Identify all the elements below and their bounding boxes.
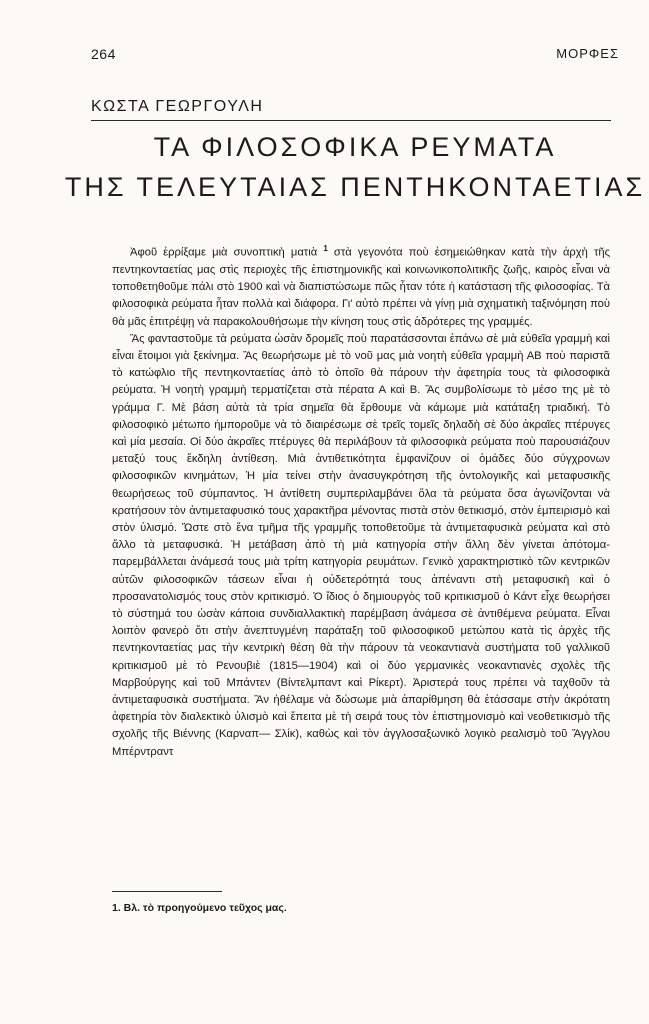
- paragraph-1: [112, 240, 610, 331]
- footnote-rule: [112, 891, 222, 892]
- article-body: [112, 240, 610, 761]
- paragraph-1-rest: στὰ γεγονότα ποὺ ἐσημειώθηκαν κατὰ τὴν ἀρχὴ τῆς πεντηκονταετίας μας στὶς περιοχὲς τῆς ἐπιστημονικῆς καὶ κοινωνικοπολιτικῆς ζωῆς, καιρὸς εἶναι νὰ τοποθετηθοῦμε πάλι στὸ 1900 καὶ νὰ διαπιστώσωμε πῶς ἦταν τότε ἡ κατάσταση τῆς φιλοσοφίας. Τὰ φιλοσοφικὰ ρεύματα ἦταν πολλὰ καὶ διάφορα. Γι' αὐτὸ πρέπει νὰ γίνῃ μιὰ σχηματικὴ ταξινόμηση ποὺ θὰ μᾶς ἐπιτρέψῃ νὰ παρακολουθήσωμε τὴν κίνηση τους στὶς ἁδρότερες της γραμμές.: [112, 246, 611, 328]
- running-header: ΜΟΡΦΕΣ: [556, 46, 619, 61]
- author-name: ΚΩΣΤΑ ΓΕΩΡΓΟΥΛΗ: [91, 98, 264, 115]
- paragraph-2: Ἂς φανταστοῦμε τὰ ρεύματα ὡσὰν δρομεῖς ποὺ παρατάσσονται ἐπάνω σὲ μιὰ εὐθεῖα γραμμὴ καὶ εἶναι ἕτοιμοι γιὰ ξεκίνημα. Ἂς θεωρήσωμε μὲ τὸ νοῦ μας μιὰ νοητὴ εὐθεῖα γραμμὴ ΑΒ ποὺ παριστᾶ τὸ κατώφλιο τῆς πεντηκονταετίας ἀπὸ τὸ ὁποῖο θὰ πάρουν τὴν ἀφετηρία τους τὰ φιλοσοφικὰ ρεύματα. Ἡ νοητὴ γραμμὴ τερματίζεται στὰ πέρατα Α καὶ Β. Ἂς συμβολίσωμε τὸ μέσο της μὲ τὸ γράμμα Γ. Μὲ βάση αὐτὰ τὰ τρία σημεῖα θὰ ἔρθουμε νὰ κάμωμε μιὰ κατάταξη τριαδική. Τὸ φιλοσοφικὸ μέτωπο ἠμποροῦμε νὰ τὸ διαιρέσωμε σὲ τρεῖς τομεῖς δηλαδὴ σὲ δύο ἀκραῖες πτέρυγες καὶ μία μεσαία. Οἱ δύο ἀκραῖες πτέρυγες θὰ περιλάβουν τὰ φιλοσοφικὰ ρεύματα ποὺ παρουσιάζουν μεταξύ τους ἔκδηλη ἀντίθεση. Μιὰ ἀντιθετικότητα ἐμφανίζουν οἱ ὁμάδες δύο σύγχρονων φιλοσοφικῶν κινημάτων, Ἡ μία τείνει στὴν ἀνασυγκρότηση τῆς ὀντολογικῆς καὶ μεταφυσικῆς θεωρήσεως τοῦ σύμπαντος. Ἡ ἀντίθετη συμπεριλαμβάνει ὅλα τὰ ρεύματα ὅσα ἀγωνίζονται νὰ κρατήσουν τὸν ἀντιμεταφυσικό τους χαρακτῆρα μένοντας πιστὰ στὸν θετικισμό, στὸν ἐμπειρισμὸ καὶ στὸν ὑλισμό. Ὥστε στὸ ἕνα τμῆμα τῆς γραμμῆς τοποθετοῦμε τὰ ἀντιμεταφυσικὰ ρεύματα καὶ στὸ ἄλλο τὰ μεταφυσικά. Ἡ μετάβαση ἀπὸ τὴ μιὰ κατηγορία στὴν ἄλλη δὲν γίνεται ἀπότομα- παρεμβάλλεται ἀνάμεσά τους μιὰ τρίτη κατηγορία ρευμάτων. Γενικὸ χαρακτηριστικὸ τῶν κεντρικῶν αὐτῶν φιλοσοφικῶν τάσεων εἶναι ἡ οὐδετερότητά τους ἀπέναντι στὴ μεταφυσικὴ καὶ ὁ προσανατολισμός τους στὸν κριτικισμό. Ὁ ἴδιος ὁ δημιουργὸς τοῦ κριτικισμοῦ ὁ Κάντ εἶχε θεωρήσει τὸ σύστημά του ὡσὰν κάποια συνδιαλλακτικὴ παρέμβαση ἀνάμεσα σὲ ἀντιθέμενα ρεύματα. Εἶναι λοιπὸν φανερὸ ὅτι στὴν ἀνεπτυγμένη παράταξη τοῦ φιλοσοφικοῦ μετώπου κατὰ τὶς ἀρχὲς τῆς πεντηκονταετίας μας τὴν κεντρικὴ θέση θὰ τὴν πάρουν τὰ νεοκαντιανὰ συστήματα τοῦ γαλλικοῦ κριτικισμοῦ μὲ τὸ Ρενουβιὲ (1815—1904) καὶ οἱ δύο γερμανικὲς νεοκαντιανὲς σχολὲς τῆς Μαρβούργης καὶ τοῦ Μπάντεν (Βίντελμπαντ καὶ Ρίκερτ). Ἀριστερά τους πρέπει νὰ ταχθοῦν τὰ ἀντιμεταφυσικὰ συστήματα. Ἂν ἠθέλαμε νὰ δώσωμε μιὰ ἀπαρίθμηση θὰ ἐτάσσαμε στὴν ἀκρότατη ἀφετηρία τὸν διαλεκτικὸ ὑλισμὸ καὶ ἔπειτα μὲ τὴ σειρά τους τὸν ἐπιστημονισμὸ καὶ νεοθετικισμὸ τῆς σχολῆς τῆς Βιέννης (Καρναπ— Σλίκ), καθὼς καὶ τὸν ἀγγλοσαξωνικὸ λογικὸ ρεαλισμὸ τοῦ Ἄγγλου Μπέρντραντ: [112, 332, 610, 758]
- footnote: 1. Βλ. τὸ προηγούμενο τεῦχος μας.: [112, 902, 287, 914]
- article-title-line-1: ΤΑ ΦΙΛΟΣΟΦΙΚΑ ΡΕΥΜΑΤΑ: [153, 132, 557, 162]
- author-rule: [91, 120, 611, 121]
- page-number: 264: [91, 46, 116, 62]
- article-title-line-2: ΤΗΣ ΤΕΛΕΥΤΑΙΑΣ ΠΕΝΤΗΚΟΝΤΑΕΤΙΑΣ: [64, 172, 646, 202]
- paragraph-1-start: Ἀφοῦ ἐρρίξαμε μιὰ συνοπτικὴ ματιὰ: [130, 246, 318, 259]
- footnote-marker: 1: [323, 244, 328, 253]
